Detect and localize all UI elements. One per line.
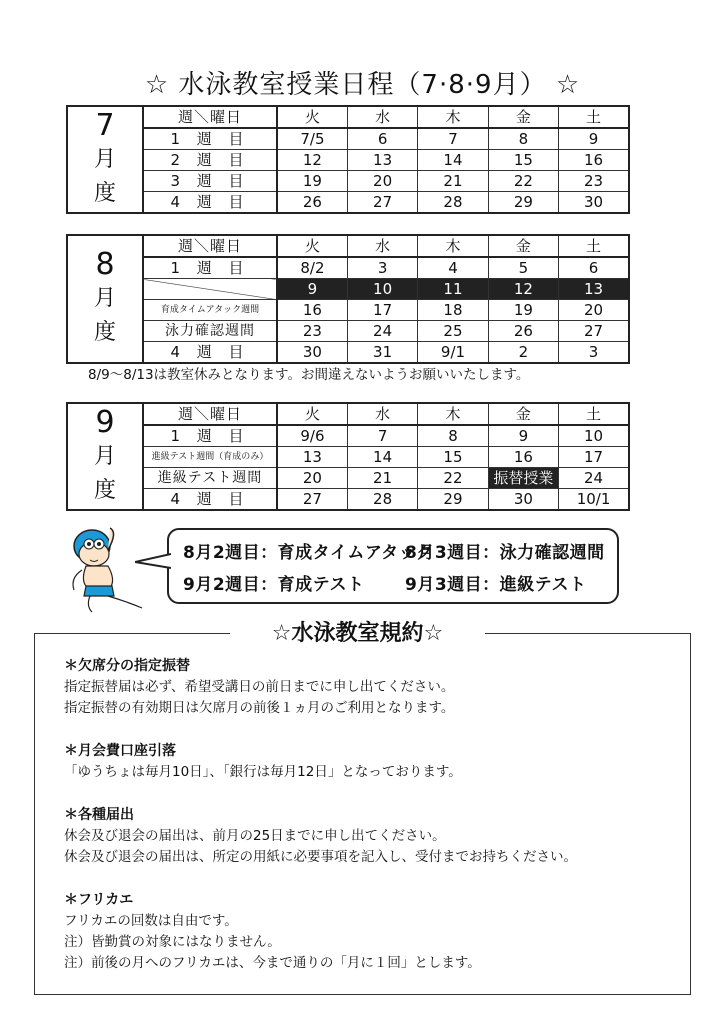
day-tue: 火 <box>277 106 347 128</box>
day-header: 週＼曜日 <box>143 403 277 425</box>
date-cell: 26 <box>488 321 558 342</box>
date-cell: 4 週 目 <box>143 342 277 364</box>
table-row <box>67 321 629 342</box>
table-row <box>67 128 629 150</box>
table-row <box>67 150 629 171</box>
month-label-july: 7 月 度 <box>67 106 143 213</box>
date-cell: 22 <box>488 171 558 192</box>
date-cell: 12 <box>277 150 347 171</box>
day-fri: 金 <box>488 106 558 128</box>
day-thu: 木 <box>418 106 488 128</box>
date-cell: 8 <box>418 425 488 447</box>
date-cell: 20 <box>347 171 417 192</box>
date-cell: 水 <box>347 403 417 425</box>
day-header: 週＼曜日 <box>143 106 277 128</box>
date-cell: 27 <box>277 489 347 511</box>
date-cell: 21 <box>418 171 488 192</box>
date-cell: 1 週 目 <box>143 257 277 279</box>
holiday-week-row <box>67 279 629 300</box>
date-cell: 19 <box>488 300 558 321</box>
date-cell: 26 <box>277 192 347 214</box>
rule-section-makeup: ＊欠席分の指定振替 指定振替届は必ず、希望受講日の前日までに申し出てください。 指定振替の有効期日は欠席月の前後１ヵ月のご利用となります。 <box>64 658 455 716</box>
date-cell: 15 <box>418 447 488 468</box>
table-row <box>67 192 629 214</box>
date-cell: 9 <box>277 279 347 300</box>
date-cell: 28 <box>418 192 488 214</box>
date-cell: 29 <box>488 192 558 214</box>
date-cell: 2 週 目 <box>143 150 277 171</box>
date-cell: 進級テスト週間 <box>143 468 277 489</box>
date-cell: 30 <box>277 342 347 364</box>
bubble-line-2b: 9月3週目：進級テスト <box>405 575 587 595</box>
date-cell: 木 <box>418 235 488 257</box>
date-cell: 泳力確認週間 <box>143 321 277 342</box>
date-cell: 進級テスト週間（育成のみ） <box>143 447 277 468</box>
date-cell: 19 <box>277 171 347 192</box>
date-cell: 15 <box>488 150 558 171</box>
date-cell: 木 <box>418 403 488 425</box>
date-cell: 土 <box>559 235 629 257</box>
date-cell: 30 <box>488 489 558 511</box>
table-row <box>67 342 629 364</box>
rules-title: ☆水泳教室規約☆ <box>230 616 485 647</box>
table-row <box>67 447 629 468</box>
date-cell: 4 週 目 <box>143 192 277 214</box>
date-cell: 9/6 <box>277 425 347 447</box>
date-cell: 10/1 <box>559 489 629 511</box>
date-cell: 8 <box>488 128 558 150</box>
date-cell: 3 週 目 <box>143 171 277 192</box>
date-cell: 16 <box>488 447 558 468</box>
bubble-line-1b: 8月3週目：泳力確認週間 <box>405 543 605 563</box>
date-cell: 20 <box>277 468 347 489</box>
date-cell: 20 <box>559 300 629 321</box>
date-cell: 育成タイムアタック週間 <box>143 300 277 321</box>
date-cell: 30 <box>559 192 629 214</box>
september-schedule-table <box>66 402 630 511</box>
july-schedule-table <box>66 105 630 214</box>
date-cell: 18 <box>418 300 488 321</box>
table-row <box>67 468 629 489</box>
date-cell: 6 <box>347 128 417 150</box>
table-row <box>67 257 629 279</box>
page-title: ☆ 水泳教室授業日程（7·8·9月） ☆ <box>144 70 581 100</box>
date-cell: 2 <box>488 342 558 364</box>
date-cell: 12 <box>488 279 558 300</box>
date-cell: 金 <box>488 403 558 425</box>
date-cell: 16 <box>277 300 347 321</box>
date-cell: 23 <box>559 171 629 192</box>
month-label-august: 8 月 度 <box>67 235 143 363</box>
rule-section-fee: ＊月会費口座引落 「ゆうちょは毎月10日」、「銀行は毎月12日」となっております。 <box>64 743 462 780</box>
date-cell: 3 <box>559 342 629 364</box>
month-label-september: 9 月 度 <box>67 403 143 510</box>
date-cell: 1 週 目 <box>143 128 277 150</box>
table-header-row <box>67 403 629 425</box>
diagonal-cell <box>143 279 277 300</box>
date-cell: 5 <box>488 257 558 279</box>
table-header-row <box>67 106 629 128</box>
date-cell: 17 <box>347 300 417 321</box>
date-cell: 24 <box>347 321 417 342</box>
date-cell: 21 <box>347 468 417 489</box>
table-row <box>67 425 629 447</box>
date-cell: 25 <box>418 321 488 342</box>
date-cell: 9/1 <box>418 342 488 364</box>
bubble-tail <box>135 552 171 570</box>
date-cell: 10 <box>559 425 629 447</box>
bubble-line-1a: 8月2週目：育成タイムアタック <box>183 543 434 563</box>
rule-section-furikae: ＊フリカエ フリカエの回数は自由です。 注）皆勤賞の対象にはなりません。 注）前後の月へのフリカエは、今まで通りの「月に１回」とします。 <box>64 892 481 971</box>
table-row <box>67 489 629 511</box>
date-cell: 23 <box>277 321 347 342</box>
date-cell: 4 <box>418 257 488 279</box>
bubble-line-2a: 9月2週目：育成テスト <box>183 575 365 595</box>
date-cell: 7/5 <box>277 128 347 150</box>
date-cell: 4 週 目 <box>143 489 277 511</box>
date-cell: 9 <box>559 128 629 150</box>
day-sat: 土 <box>559 106 629 128</box>
date-cell: 13 <box>347 150 417 171</box>
date-cell: 7 <box>418 128 488 150</box>
date-cell: 11 <box>418 279 488 300</box>
makeup-class-cell: 振替授業 <box>488 468 558 489</box>
date-cell: 9 <box>488 425 558 447</box>
date-cell: 14 <box>347 447 417 468</box>
date-cell: 22 <box>418 468 488 489</box>
date-cell: 13 <box>559 279 629 300</box>
date-cell: 31 <box>347 342 417 364</box>
date-cell: 27 <box>347 192 417 214</box>
date-cell: 28 <box>347 489 417 511</box>
date-cell: 火 <box>277 235 347 257</box>
date-cell: 1 週 目 <box>143 425 277 447</box>
table-row <box>67 171 629 192</box>
date-cell: 金 <box>488 235 558 257</box>
date-cell: 水 <box>347 235 417 257</box>
date-cell: 24 <box>559 468 629 489</box>
date-cell: 3 <box>347 257 417 279</box>
speech-bubble <box>167 528 619 604</box>
date-cell: 14 <box>418 150 488 171</box>
date-cell: 17 <box>559 447 629 468</box>
date-cell: 土 <box>559 403 629 425</box>
date-cell: 6 <box>559 257 629 279</box>
date-cell: 16 <box>559 150 629 171</box>
date-cell: 27 <box>559 321 629 342</box>
day-wed: 水 <box>347 106 417 128</box>
table-row <box>67 300 629 321</box>
date-cell: 29 <box>418 489 488 511</box>
holiday-note: 8/9～8/13は教室休みとなります。お間違えないようお願いいたします。 <box>88 367 530 383</box>
date-cell: 13 <box>277 447 347 468</box>
date-cell: 火 <box>277 403 347 425</box>
august-schedule-table <box>66 234 630 364</box>
day-header: 週＼曜日 <box>143 235 277 257</box>
table-header-row <box>67 235 629 257</box>
date-cell: 8/2 <box>277 257 347 279</box>
rule-section-forms: ＊各種届出 休会及び退会の届出は、前月の25日までに申し出てください。 休会及び退会の届出は、所定の用紙に必要事項を記入し、受付までお持ちください。 <box>64 807 577 865</box>
date-cell: 10 <box>347 279 417 300</box>
date-cell: 7 <box>347 425 417 447</box>
